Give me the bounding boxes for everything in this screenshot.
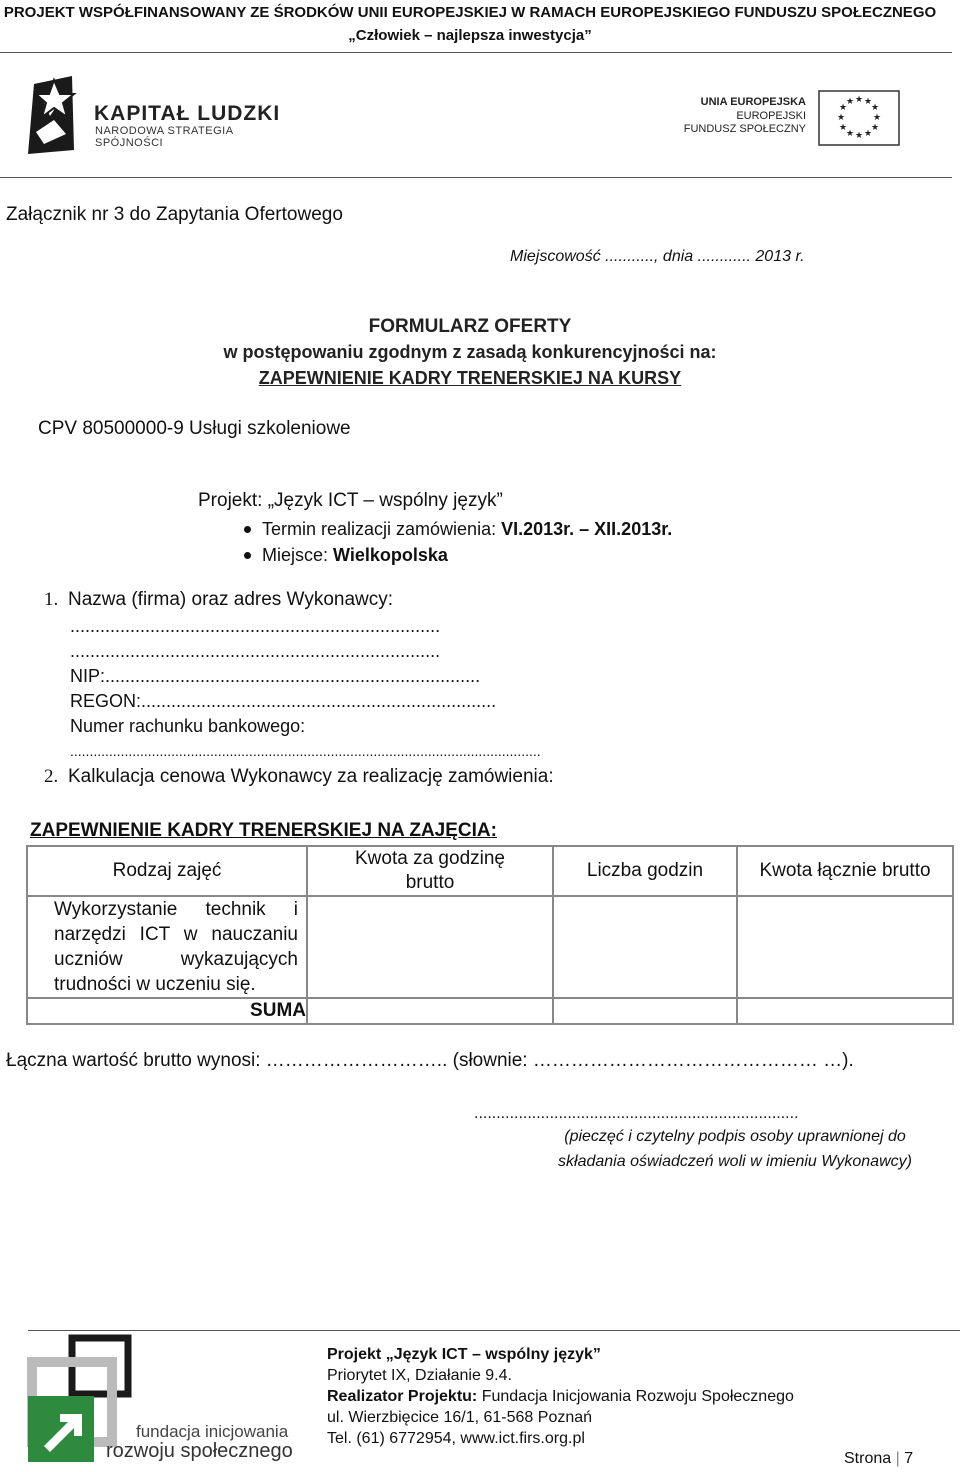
training-section-title: ZAPEWNIENIE KADRY TRENERSKIEJ NA ZAJĘCIA: xyxy=(30,820,497,841)
logo-rule xyxy=(0,177,952,178)
footer-info xyxy=(327,1344,794,1449)
svg-text:★: ★ xyxy=(854,95,864,105)
form-subject: ZAPEWNIENIE KADRY TRENERSKIEJ NA KURSY xyxy=(258,368,682,388)
nip-field[interactable]: NIP:........................................................................... xyxy=(70,666,481,686)
footer-realizer-label: Realizator Projektu: xyxy=(327,1388,482,1405)
footer-priority: Priorytet IX, Działanie 9.4. xyxy=(327,1367,512,1384)
table-row xyxy=(27,896,953,998)
signature-caption-line2: składania oświadczeń woli w imieniu Wykonawcy) xyxy=(558,1153,912,1170)
eu-logo-line1: UNIA EUROPEJSKA xyxy=(700,96,806,108)
total-value-line[interactable]: Łączna wartość brutto wynosi: ……………………….. (słownie: ……………………………………… …). xyxy=(6,1050,854,1071)
footer-project: Projekt „Język ICT – wspólny język” xyxy=(327,1346,601,1363)
row-hourly-rate-cell[interactable] xyxy=(307,896,553,998)
footer-address: ul. Wierzbięcice 16/1, 61-568 Poznań xyxy=(327,1409,593,1426)
page-number: Strona | 7 xyxy=(844,1450,914,1467)
svg-text:★: ★ xyxy=(870,123,880,133)
section-2-label: Kalkulacja cenowa Wykonawcy za realizację zamówienia: xyxy=(68,766,554,787)
place-value: Wielkopolska xyxy=(333,545,448,565)
contractor-line-2[interactable]: .......................................................................... xyxy=(70,641,441,661)
section-2-heading xyxy=(44,766,554,788)
svg-text:★: ★ xyxy=(845,97,855,107)
footer-realizer-value: Fundacja Inicjowania Rozwoju Społecznego xyxy=(481,1388,794,1405)
kapital-ludzki-name: KAPITAŁ LUDZKI xyxy=(94,102,281,125)
section-2-number: 2. xyxy=(44,766,59,787)
header-type: Rodzaj zajęć xyxy=(27,846,307,896)
regon-field[interactable]: REGON:....................................................................... xyxy=(70,691,497,711)
page-label: Strona xyxy=(844,1450,892,1467)
svg-text:★: ★ xyxy=(838,123,848,133)
term-label: Termin realizacji zamówienia: xyxy=(262,519,502,539)
contractor-fields xyxy=(70,614,541,764)
footer-realizer xyxy=(327,1386,794,1407)
firs-logo-line1: fundacja inicjowania xyxy=(136,1422,289,1441)
term-item xyxy=(242,516,672,542)
slogan: „Człowiek – najlepsza inwestycja” xyxy=(348,27,592,44)
cpv-code: CPV 80500000-9 Usługi szkoleniowe xyxy=(38,418,351,439)
svg-text:★: ★ xyxy=(854,131,864,141)
row-activity: Wykorzystanie technik i narzędzi ICT w nauczaniu uczniów wykazujących trudności w uczeniu się. xyxy=(27,896,307,998)
sum-total-cell[interactable] xyxy=(737,998,953,1024)
term-value: VI.2013r. – XII.2013r. xyxy=(501,519,673,539)
section-1-heading xyxy=(44,589,393,611)
table-sum-row xyxy=(27,998,953,1024)
price-table xyxy=(26,845,954,1025)
kapital-ludzki-logo xyxy=(14,72,304,162)
kapital-ludzki-sub: NARODOWA STRATEGIA SPÓJNOŚCI xyxy=(95,125,233,149)
section-1-number: 1. xyxy=(44,589,59,610)
svg-text:★: ★ xyxy=(872,113,882,123)
svg-text:★: ★ xyxy=(845,129,855,139)
row-hours-cell[interactable] xyxy=(553,896,737,998)
footer-rule xyxy=(28,1330,960,1331)
svg-text:★: ★ xyxy=(870,103,880,113)
header-rule xyxy=(0,52,952,53)
eu-logo xyxy=(683,88,912,150)
place-date: Miejscowość ..........., dnia ............ 2013 r. xyxy=(510,248,805,265)
sum-hourly-rate-cell[interactable] xyxy=(307,998,553,1024)
account-field[interactable]: ......................................................................................................................... xyxy=(70,743,541,759)
form-title: FORMULARZ OFERTY xyxy=(368,316,572,337)
header-hourly-rate: Kwota za godzinę brutto xyxy=(307,846,553,896)
row-total-cell[interactable] xyxy=(737,896,953,998)
annex-label: Załącznik nr 3 do Zapytania Ofertowego xyxy=(6,204,343,225)
account-label: Numer rachunku bankowego: xyxy=(70,716,306,736)
section-1-label: Nazwa (firma) oraz adres Wykonawcy: xyxy=(68,589,394,610)
form-subtitle: w postępowaniu zgodnym z zasadą konkurencyjności na: xyxy=(223,342,717,362)
project-name: Projekt: „Język ICT – wspólny język” xyxy=(198,490,503,511)
svg-text:★: ★ xyxy=(836,113,846,123)
firs-logo-line2: rozwoju społecznego xyxy=(106,1440,293,1462)
page-num: 7 xyxy=(904,1450,914,1467)
eu-logo-line2: EUROPEJSKI xyxy=(736,110,806,122)
contractor-line-1[interactable]: .......................................................................... xyxy=(70,616,441,636)
place-label: Miejsce: xyxy=(262,545,334,565)
signature-caption xyxy=(540,1124,930,1174)
footer-contact: Tel. (61) 6772954, www.ict.firs.org.pl xyxy=(327,1430,585,1447)
signature-line[interactable]: ......................................................................... xyxy=(474,1105,799,1122)
cofinancing-header: PROJEKT WSPÓŁFINANSOWANY ZE ŚRODKÓW UNII EUROPEJSKIEJ W RAMACH EUROPEJSKIEGO FUNDUSZU SPOŁECZNEGO xyxy=(3,4,937,21)
place-item xyxy=(242,542,672,568)
project-details xyxy=(242,516,672,568)
svg-text:★: ★ xyxy=(863,97,873,107)
header-hours: Liczba godzin xyxy=(553,846,737,896)
eu-flag-icon xyxy=(818,90,900,146)
svg-text:★: ★ xyxy=(838,103,848,113)
sum-hours-cell[interactable] xyxy=(553,998,737,1024)
sum-label: SUMA xyxy=(27,998,307,1024)
eu-logo-line3: FUNDUSZ SPOŁECZNY xyxy=(683,123,806,135)
table-header-row xyxy=(27,846,953,896)
svg-text:★: ★ xyxy=(863,129,873,139)
signature-caption-line1: (pieczęć i czytelny podpis osoby uprawnionej do xyxy=(564,1128,906,1145)
header-total: Kwota łącznie brutto xyxy=(737,846,953,896)
firs-logo xyxy=(24,1334,296,1466)
